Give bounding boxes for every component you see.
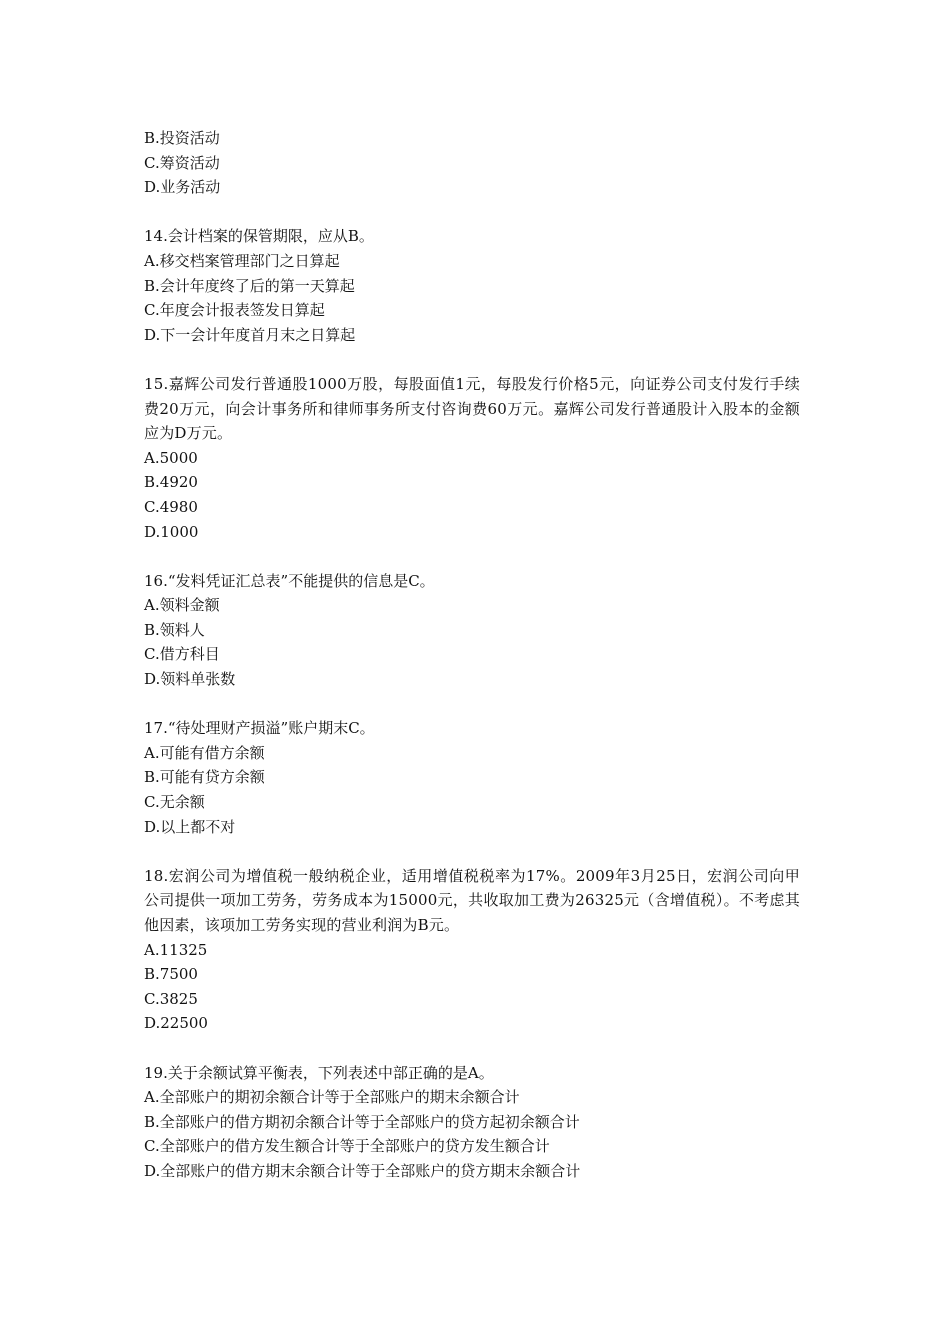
option-b: B.领料人 xyxy=(144,620,205,639)
option-d: D.1000 xyxy=(144,522,199,541)
option-c: C.全部账户的借方发生额合计等于全部账户的贷方发生额合计 xyxy=(144,1137,550,1156)
question-13-tail xyxy=(144,126,800,200)
option-a: A.领料金额 xyxy=(144,596,220,615)
spacer xyxy=(144,347,800,372)
spacer xyxy=(144,200,800,225)
option-d: D.领料单张数 xyxy=(144,670,236,689)
option-d: D.以上都不对 xyxy=(144,817,236,836)
option-c: C.4980 xyxy=(144,497,198,516)
question-17 xyxy=(144,716,800,839)
option-a: A.移交档案管理部门之日算起 xyxy=(144,251,340,270)
option-c: C.借方科目 xyxy=(144,645,220,664)
spacer xyxy=(144,544,800,569)
question-19 xyxy=(144,1061,800,1184)
document-page xyxy=(144,126,800,1184)
question-stem: 14.会计档案的保管期限，应从B。 xyxy=(144,227,374,246)
option-d: D.全部账户的借方期末余额合计等于全部账户的贷方期末余额合计 xyxy=(144,1161,581,1180)
option-b: B.会计年度终了后的第一天算起 xyxy=(144,276,355,295)
option-a: A.11325 xyxy=(144,940,208,959)
option-d: D.下一会计年度首月末之日算起 xyxy=(144,325,356,344)
option-d: D.22500 xyxy=(144,1014,208,1033)
question-16 xyxy=(144,569,800,692)
question-18 xyxy=(144,864,800,1036)
question-stem: 18.宏润公司为增值税一般纳税企业，适用增值税税率为17%。2009年3月25日，宏润公司向甲公司提供一项加工劳务，劳务成本为15000元，共收取加工费为26325元（含增值税）。不考虑其他因素，该项加工劳务实现的营业利润为B元。 xyxy=(144,866,800,934)
spacer xyxy=(144,839,800,864)
option-c: C.无余额 xyxy=(144,793,205,812)
option-c: C.年度会计报表签发日算起 xyxy=(144,301,325,320)
option-b: B.全部账户的借方期初余额合计等于全部账户的贷方起初余额合计 xyxy=(144,1112,580,1131)
option-c: C.3825 xyxy=(144,989,198,1008)
option-b: B.7500 xyxy=(144,965,198,984)
spacer xyxy=(144,1036,800,1061)
option-b: B.4920 xyxy=(144,473,198,492)
option-b: B.可能有贷方余额 xyxy=(144,768,265,787)
question-stem: 17.“待处理财产损溢”账户期末C。 xyxy=(144,719,375,738)
question-14 xyxy=(144,224,800,347)
spacer xyxy=(144,692,800,717)
question-stem: 15.嘉辉公司发行普通股1000万股，每股面值1元，每股发行价格5元，向证券公司支付发行手续费20万元，向会计事务所和律师事务所支付咨询费60万元。嘉辉公司发行普通股计入股本的金额应为D万元。 xyxy=(144,374,800,443)
question-stem: 16.“发料凭证汇总表”不能提供的信息是C。 xyxy=(144,571,435,590)
question-15 xyxy=(144,372,800,544)
option-d: D.业务活动 xyxy=(144,178,221,197)
question-stem: 19.关于余额试算平衡表，下列表述中部正确的是A。 xyxy=(144,1063,494,1082)
option-a: A.可能有借方余额 xyxy=(144,743,265,762)
option-b: B.投资活动 xyxy=(144,129,220,147)
option-c: C.筹资活动 xyxy=(144,153,220,172)
option-a: A.全部账户的期初余额合计等于全部账户的期末余额合计 xyxy=(144,1088,520,1107)
option-a: A.5000 xyxy=(144,448,198,467)
